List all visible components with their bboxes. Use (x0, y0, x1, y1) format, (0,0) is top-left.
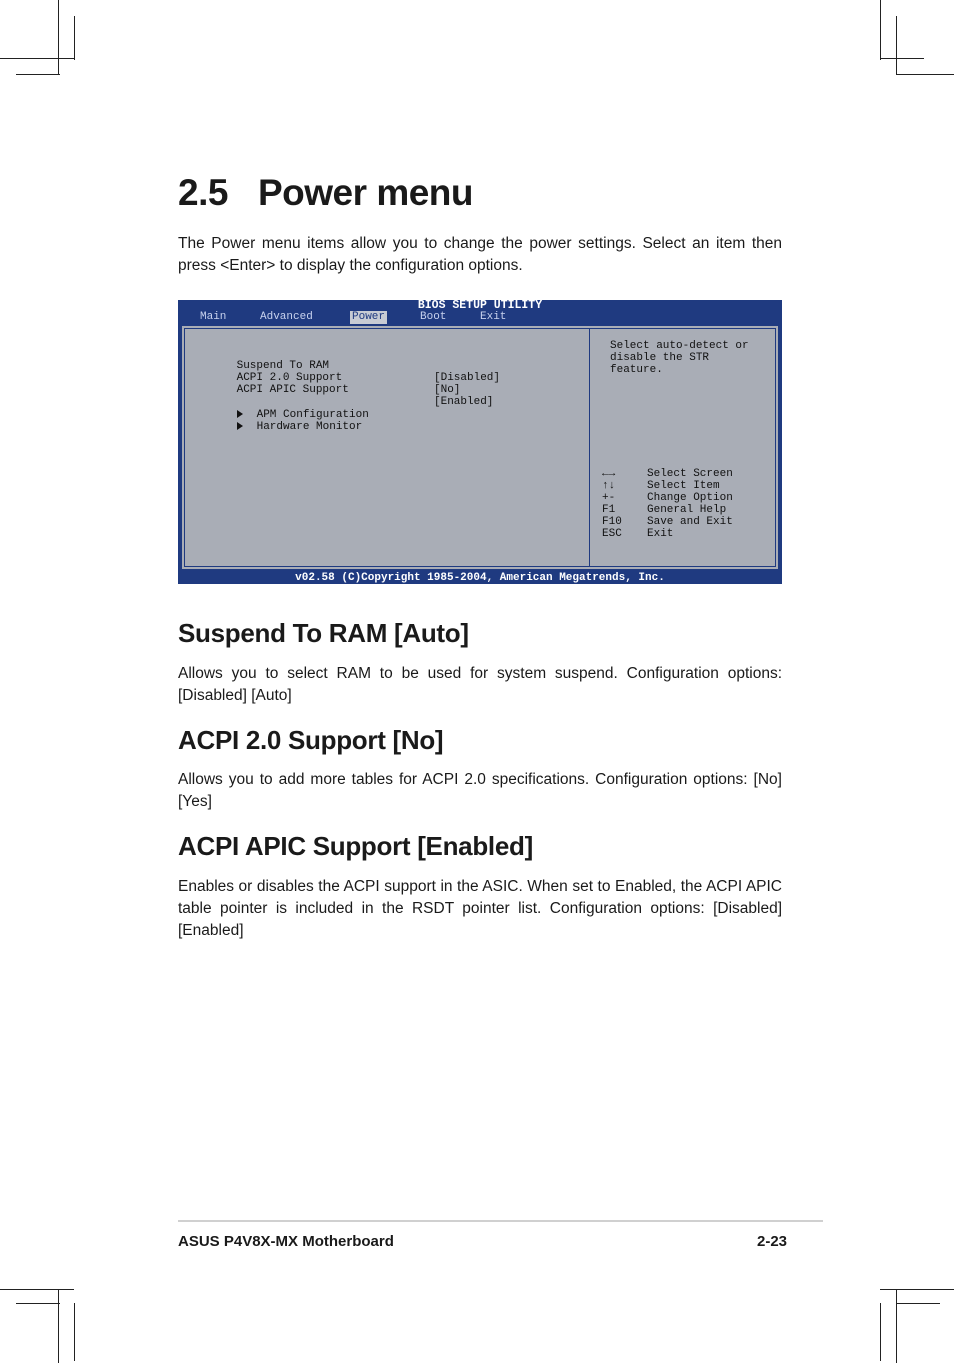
key-legend-row: F10 Save and Exit (602, 516, 733, 528)
crop-mark (0, 1289, 74, 1290)
setting-label: ACPI 2.0 Support (236, 372, 343, 384)
key-legend-row: +- Change Option (602, 492, 733, 504)
intro-paragraph: The Power menu items allow you to change the power settings. Select an item then press <Enter> to display the configuration options. (178, 235, 782, 274)
crop-mark (0, 58, 74, 59)
crop-mark (896, 1289, 897, 1363)
crop-mark (58, 0, 59, 74)
bios-panel (181, 325, 779, 570)
setting-value[interactable]: [Disabled] (434, 372, 501, 384)
submenu-label: Hardware Monitor (256, 421, 363, 433)
crop-mark (16, 1303, 60, 1304)
bios-title: BIOS SETUP UTILITY (417, 299, 543, 312)
tab-main[interactable]: Main (200, 311, 227, 323)
item-desc-suspend-to-ram: Allows you to select RAM to be used for system suspend. Configuration options: [Disabled] [Auto] (178, 665, 782, 704)
tab-exit[interactable]: Exit (480, 311, 507, 323)
footer-rule (178, 1220, 823, 1222)
crop-mark (16, 74, 60, 75)
tab-advanced[interactable]: Advanced (260, 311, 313, 323)
footer-page-number: 2-23 (757, 1233, 788, 1250)
key-legend (602, 468, 772, 540)
section-number: 2.5 (178, 172, 228, 213)
crop-mark (896, 74, 954, 75)
section-title (178, 172, 473, 214)
item-title-acpi-2-support: ACPI 2.0 Support [No] (178, 725, 444, 755)
footer-product-name: ASUS P4V8X-MX Motherboard (178, 1233, 394, 1250)
key-legend-row: F1 General Help (602, 504, 727, 516)
crop-mark (880, 1289, 954, 1290)
bios-tab-bar (178, 311, 782, 324)
setting-value[interactable]: [Enabled] (434, 396, 494, 408)
item-desc-acpi-apic-support: Enables or disables the ACPI support in the ASIC. When set to Enabled, the ACPI APIC table pointer is included in the RSDT pointer list. Configuration options: [Disabled] [Enabled] (178, 878, 782, 939)
item-title-suspend-to-ram: Suspend To RAM [Auto] (178, 618, 469, 648)
tab-power[interactable]: Power (352, 311, 386, 323)
submenu-hardware-monitor[interactable] (197, 409, 363, 433)
crop-mark (896, 16, 897, 74)
bios-divider (589, 328, 590, 567)
section-title-text: Power menu (258, 172, 473, 213)
bios-screenshot (178, 300, 782, 584)
crop-mark (58, 1289, 59, 1363)
key-legend-row: ↑↓ Select Item (602, 480, 720, 492)
crop-mark (880, 0, 881, 60)
crop-mark (880, 58, 924, 59)
item-desc-acpi-2-support: Allows you to add more tables for ACPI 2.0 specifications. Configuration options: [No] [Yes] (178, 771, 782, 810)
key-legend-row: ESC Exit (602, 528, 674, 540)
bios-help-text: Select auto-detect or disable the STR feature. (610, 340, 749, 376)
submenu-apm-configuration[interactable] (197, 397, 369, 421)
tab-boot[interactable]: Boot (420, 311, 447, 323)
item-title-acpi-apic-support: ACPI APIC Support [Enabled] (178, 831, 533, 861)
submenu-arrow-icon (237, 422, 243, 430)
bios-copyright: v02.58 (C)Copyright 1985-2004, American Megatrends, Inc. (295, 572, 665, 584)
crop-mark (74, 1303, 75, 1361)
key-legend-row: ←→ Select Screen (602, 468, 733, 480)
crop-mark (896, 1303, 940, 1304)
setting-label: ACPI APIC Support (236, 384, 349, 396)
crop-mark (74, 16, 75, 60)
setting-value[interactable]: [No] (434, 384, 461, 396)
setting-label: Suspend To RAM (236, 360, 330, 372)
submenu-label: APM Configuration (256, 409, 369, 421)
crop-mark (880, 1303, 881, 1361)
